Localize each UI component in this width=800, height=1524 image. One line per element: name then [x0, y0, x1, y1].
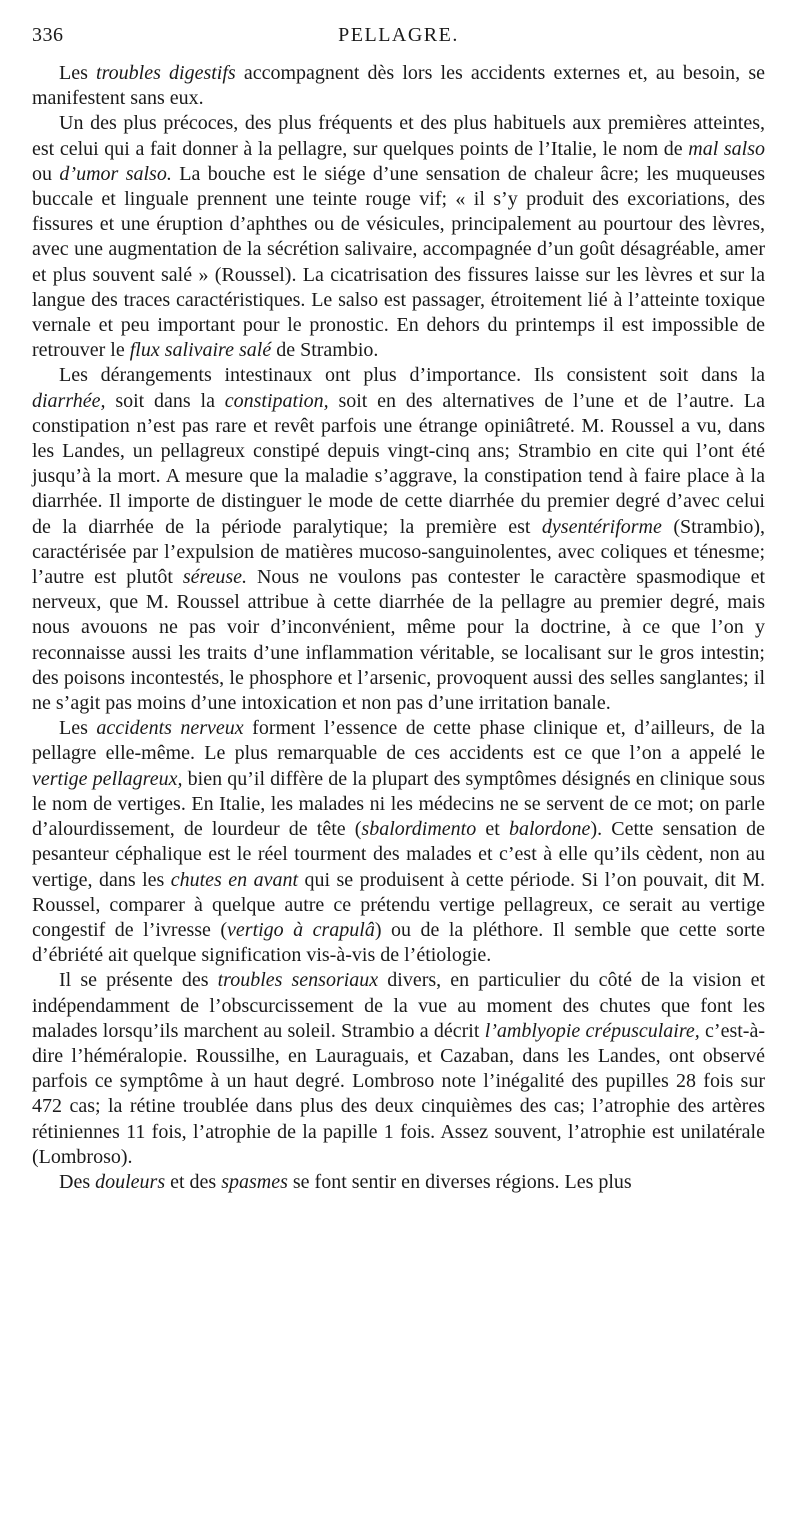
text-run: se font sentir en diverses régions. Les plus: [287, 1170, 632, 1193]
text-run: (Strambio), caractérisée par l’expulsion de matières mucoso-sanguinolentes, avec coliques et ténesme; l’autre est plutôt: [32, 515, 765, 589]
italic-term: diarrhée,: [32, 389, 106, 412]
paragraph: [32, 61, 765, 111]
text-run: ). Cette sensation de pesanteur céphalique est le réel tourment des malades et c’est à elle qu’ils cèdent, non au vertige, dans les: [32, 818, 765, 891]
text-run: Les: [59, 62, 97, 84]
text-run: divers, en particulier du côté de la vision et indépendamment de l’obscurcissement de la vue au moment des chutes que font les malades lorsqu’ils marchent au soleil. Strambio a décrit: [32, 969, 766, 1042]
text-run: Des: [59, 1170, 96, 1193]
page-number: 336: [32, 24, 64, 46]
italic-term: dysentériforme: [541, 515, 662, 538]
text-run: ) ou de la pléthore. Il semble que cette sorte d’ébriété ait quelque signification vis-à-vis de l’étiologie.: [32, 918, 765, 967]
text-run: accompagnent dès lors les accidents externes et, au besoin, se manifestent sans eux.: [32, 62, 765, 110]
running-title: PELLAGRE.: [338, 24, 459, 46]
italic-term: l’amblyopie crépusculaire,: [484, 1019, 700, 1042]
italic-term: vertigo à crapulâ: [227, 918, 375, 941]
italic-term: vertige pellagreux,: [32, 767, 183, 790]
italic-term: séreuse.: [182, 566, 248, 589]
text-run: soit dans la: [105, 389, 225, 412]
text-run: qui se produisent à cette période. Si l’on pouvait, dit M. Roussel, comparer à quelque autre ce prétendu vertige pellagreux, ce serait au vertige congestif de l’ivresse (: [32, 868, 766, 941]
body-text: [32, 61, 765, 1195]
italic-term: troubles digestifs: [96, 62, 236, 84]
italic-term: troubles sensoriaux: [217, 969, 379, 992]
paragraph: [32, 1170, 765, 1195]
italic-term: flux salivaire salé: [129, 339, 272, 362]
text-run: Les dérangements intestinaux ont plus d’importance. Ils consistent soit dans la: [59, 364, 765, 387]
italic-term: sbalordimento: [361, 818, 477, 841]
book-page: [32, 22, 765, 1195]
text-run: bien qu’il diffère de la plupart des symptômes désignés en clinique sous le nom de vertiges. En Italie, les malades ni les médecins ne se servent de ce mot; on parle d’alourdissement, de lourdeur de tête (: [32, 767, 766, 841]
text-run: c’est-à-dire l’héméralopie. Roussilhe, en Lauraguais, et Cazaban, dans les Landes, ont observé parfois ce symptôme à un haut degré. Lombroso note l’inégalité des pupilles 28 fois sur 472 cas; la rétine troublée dans plus des deux cinquièmes des cas; l’atrophie des artères rétiniennes 11 fois, l’atrophie de la papille 1 fois. Assez souvent, l’atrophie est unilatérale (Lombroso).: [32, 1019, 766, 1168]
italic-term: d’umor salso.: [59, 162, 172, 185]
text-run: Il se présente des: [59, 969, 218, 992]
italic-term: spasmes: [221, 1170, 288, 1193]
italic-term: douleurs: [95, 1170, 166, 1193]
italic-term: chutes en avant: [170, 868, 299, 891]
text-run: Un des plus précoces, des plus fréquents et des plus habituels aux premières atteintes, est celui qui a fait donner à la pellagre, sur quelques points de l’Italie, le nom de: [32, 112, 765, 160]
italic-term: constipation,: [224, 389, 329, 412]
text-run: et: [476, 818, 509, 841]
text-run: ou: [32, 162, 60, 185]
text-run: et des: [165, 1170, 222, 1193]
text-run: forment l’essence de cette phase clinique et, d’ailleurs, de la pellagre elle-même. Le plus remarquable de ces accidents est ce que l’on a appelé le: [32, 717, 765, 765]
text-run: Les: [59, 717, 97, 740]
paragraph: [32, 716, 765, 968]
paragraph: [32, 968, 765, 1170]
paragraph: [32, 111, 765, 363]
text-run: La bouche est le siége d’une sensation de chaleur âcre; les muqueuses buccale et linguale prennent une teinte rouge vif; « il s’y produit des excoriations, des fissures et une éruption d’aphthes ou de vésicules, principalement au pourtour des lèvres, avec une augmentation de la sécrétion salivaire, accompagnée d’un goût désagréable, amer et plus souvent salé » (Roussel). La cicatrisation des fissures laisse sur les lèvres et sur la langue des traces caractéristiques. Le salso est passager, étroitement lié à l’atteinte toxique vernale et peu important pour le pronostic. En dehors du printemps il est impossible de retrouver le: [32, 162, 766, 362]
italic-term: mal salso: [688, 137, 765, 160]
text-run: soit en des alternatives de l’une et de l’autre. La constipation n’est pas rare et revêt parfois une étrange opiniâtreté. M. Roussel a vu, dans les Landes, un pellagreux constipé depuis vingt-cinq ans; Strambio en cite qui l’ont été jusqu’à la mort. A mesure que la maladie s’aggrave, la constipation tend à faire place à la diarrhée. Il importe de distinguer le mode de cette diarrhée du premier degré d’avec celui de la diarrhée de la période paralytique; la première est: [32, 389, 765, 538]
paragraph: [32, 363, 765, 716]
page-header: [32, 22, 765, 48]
text-run: Nous ne voulons pas contester le caractère spasmodique et nerveux, que M. Roussel attribue à cette diarrhée de la pellagre au premier degré, mais nous avouons ne pas voir d’inconvénient, même pour la doctrine, à ce que l’on y reconnaisse aussi les traits d’une inflammation véritable, se localisant sur le gros intestin; des poisons incontestés, le phosphore et l’arsenic, provoquent aussi des selles sanglantes; il ne s’agit pas moins d’une intoxication et non pas d’une irritation banale.: [32, 566, 765, 715]
text-run: de Strambio.: [271, 339, 379, 362]
italic-term: accidents nerveux: [96, 717, 244, 740]
italic-term: balordone: [508, 818, 591, 841]
